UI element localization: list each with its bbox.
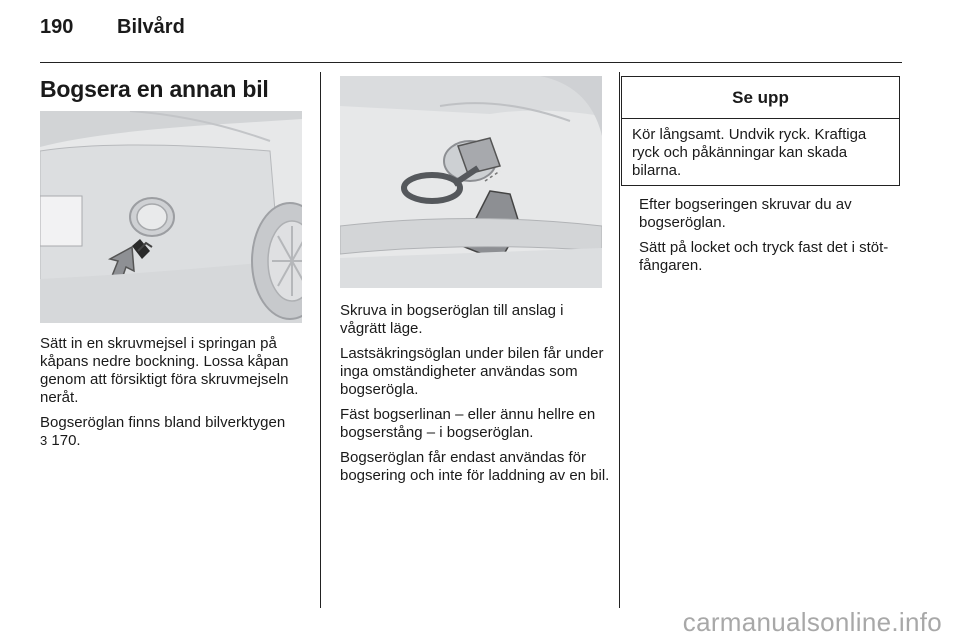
reference-paragraph [40,414,310,450]
paragraph: Lastsäkringsöglan under bilen får under inga omständigheter användas som bogserögla. [340,345,604,398]
paragraph: Efter bogseringen skruvar du av bogseröglan. [639,196,852,231]
towing-eye-drawing [340,76,602,288]
page-number: 190 [40,16,74,38]
section-title: Bilvård [117,16,185,38]
reference-text: Bogseröglan finns bland bilverktygen [40,414,286,431]
reference-arrow-icon: 3 [40,433,48,448]
towing-eye-illustration [340,76,602,288]
paragraph: Skruva in bogseröglan till anslag i vågrätt läge. [340,302,564,337]
column-3-text [639,196,903,282]
paragraph: Bogseröglan får endast användas för bogsering och inte för laddning av en bil. [340,449,610,484]
bumper-cover-drawing [40,111,302,323]
paragraph: Sätt på locket och tryck fast det i stötfångaren. [639,239,889,274]
column-divider-2 [619,72,620,608]
reference-page-link[interactable]: 170. [51,432,81,449]
warning-box [621,76,900,186]
warning-title: Se upp [622,77,899,119]
watermark: carmanualsonline.info [682,607,942,637]
bumper-cover-illustration [40,111,302,323]
column-1-text [40,335,310,457]
warning-text: Kör långsamt. Undvik ryck. Kraftiga ryck och påkänningar kan skada bilarna. [632,126,867,179]
column-divider-1 [320,72,321,608]
column-2-text [340,302,612,492]
paragraph: Fäst bogserlinan – eller ännu hellre en bogserstång – i bogseröglan. [340,406,596,441]
instruction-paragraph: Sätt in en skruvmejsel i springan på kåpans nedre bockning. Lossa kåpan genom att försiktigt föra skruvmejseln neråt. [40,335,289,406]
header-divider [40,62,902,63]
page-title: Bogsera en annan bil [40,76,269,102]
